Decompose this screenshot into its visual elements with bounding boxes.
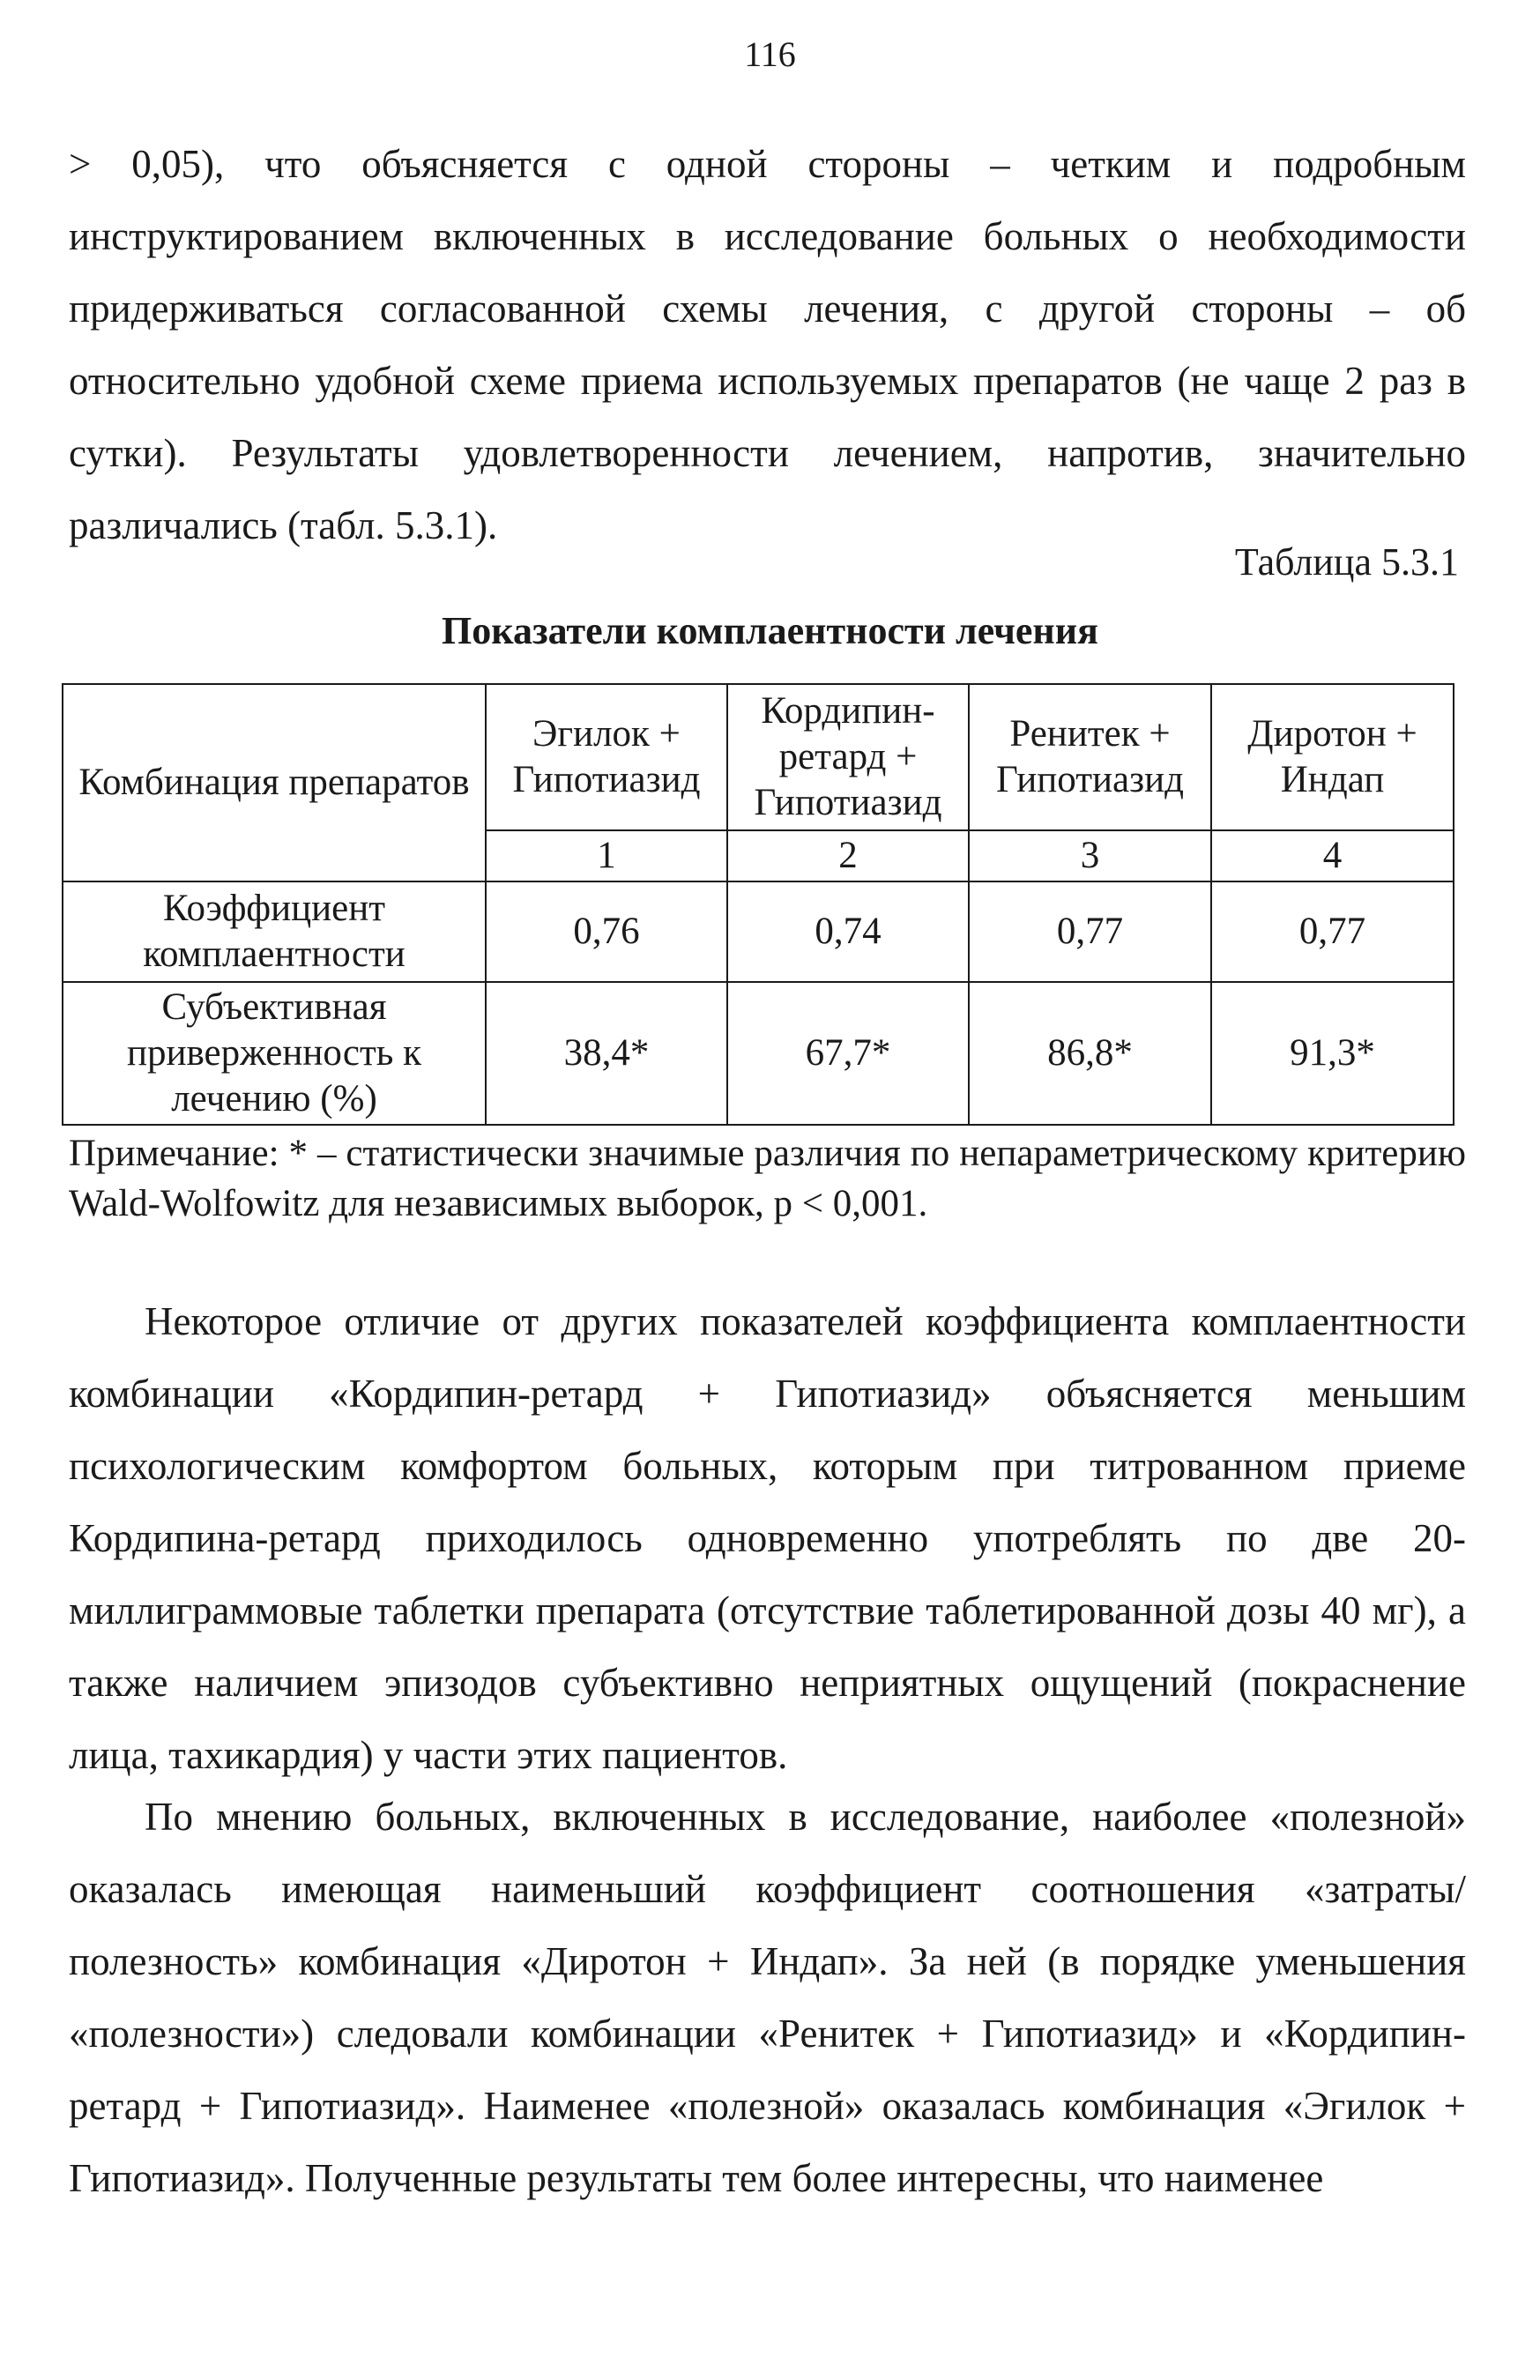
paragraph-2: Некоторое отличие от других показателей коэффициента комплаентности комбинации «Кордипин-ретард + Гипотиазид» объясняется меньшим психологическим комфортом больных, которым при титрованном приеме Кордипина-ретард приходилось одновременно употреблять по две 20-миллиграммовые таблетки препарата (отсутствие таблетированной дозы 40 мг), а также наличием эпизодов субъективно неприятных ощущений (покраснение лица, тахикардия) у части этих пациентов.	[69, 1299, 1466, 1777]
table-row	[63, 982, 1454, 1125]
table-row	[63, 881, 1454, 982]
table-cell: 86,8*	[969, 982, 1211, 1125]
paragraph-1: > 0,05), что объясняется с одной стороны – четким и подробным инструктированием включенных в исследование больных о необходимости придерживаться согласованной схемы лечения, с другой стороны – об относительно удобной схеме приема используемых препаратов (не чаще 2 раз в сутки). Результаты удовлетворенности лечением, напротив, значительно различались (табл. 5.3.1).	[69, 142, 1466, 547]
column-number: 2	[727, 830, 969, 881]
compliance-table	[62, 683, 1454, 1126]
column-number: 1	[486, 830, 727, 881]
page-number: 116	[744, 34, 796, 74]
table-cell: 0,77	[969, 881, 1211, 982]
table-cell: 0,74	[727, 881, 969, 982]
column-header: Кордипин-ретард + Гипотиазид	[727, 684, 969, 830]
column-number: 3	[969, 830, 1211, 881]
table-note: Примечание: * – статистически значимые различия по непараметрическому критерию Wald-Wolfowitz для независимых выборок, p < 0,001.	[69, 1133, 1466, 1224]
column-header: Эгилок + Гипотиазид	[486, 684, 727, 830]
row-label: Коэффициент комплаентности	[63, 881, 486, 982]
column-number: 4	[1211, 830, 1454, 881]
row-label: Субъективная приверженность к лечению (%)	[63, 982, 486, 1125]
table-cell: 0,76	[486, 881, 727, 982]
paragraph-3: По мнению больных, включенных в исследование, наиболее «полезной» оказалась имеющая наименьший коэффициент соотношения «затраты/полезность» комбинация «Диротон + Индап». За ней (в порядке уменьшения «полезности») следовали комбинации «Ренитек + Гипотиазид» и «Кордипин-ретард + Гипотиазид». Наименее «полезной» оказалась комбинация «Эгилок + Гипотиазид». Полученные результаты тем более интересны, что наименее	[69, 1795, 1466, 2200]
table-header-row	[63, 684, 1454, 830]
table-label: Таблица 5.3.1	[1234, 540, 1459, 584]
header-row-label: Комбинация препаратов	[63, 684, 486, 881]
table-cell: 0,77	[1211, 881, 1454, 982]
column-header: Диротон + Индап	[1211, 684, 1454, 830]
table-cell: 38,4*	[486, 982, 727, 1125]
table-cell: 67,7*	[727, 982, 969, 1125]
table-title: Показатели комплаентности лечения	[442, 609, 1098, 652]
table-cell: 91,3*	[1211, 982, 1454, 1125]
column-header: Ренитек + Гипотиазид	[969, 684, 1211, 830]
